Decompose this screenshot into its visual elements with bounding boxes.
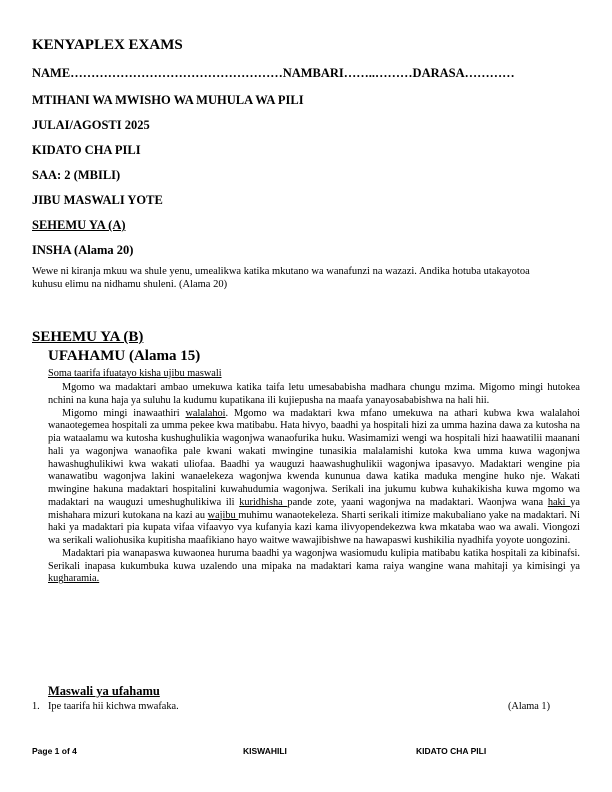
exam-instruction: JIBU MASWALI YOTE	[32, 193, 163, 207]
passage-paragraph-2	[48, 408, 580, 548]
p2-text-d: ya mishahara mizuri kutokana na kazi au	[48, 496, 580, 521]
question-marks: (Alama 1)	[507, 701, 550, 712]
p3-underlined-kugharamia: kugharamia.	[48, 573, 100, 585]
p3-text-a: Madaktari pia wanapaswa kuwaonea huruma baadhi ya wagonjwa wasiomudu kulipia matibabu katika hospitali za kibinafsi. Serikali inapasa kukumbuka kuwa uzalendo una mipaka na madaktari kama raiya wangine wana mahitaji ya kimisingi ya	[48, 547, 580, 572]
footer-page-number: Page 1 of 4	[32, 746, 77, 756]
section-a-subtitle: INSHA (Alama 20)	[32, 243, 134, 257]
question-number: 1.	[32, 701, 40, 712]
section-a-title: SEHEMU YA (A)	[32, 218, 126, 232]
passage-instruction: Soma taarifa ifuatayo kisha ujibu maswali	[48, 368, 222, 379]
org-title: KENYAPLEX EXAMS	[32, 37, 183, 53]
question-text: Ipe taarifa hii kichwa mwafaka.	[48, 701, 179, 712]
p2-underlined-wajibu: wajibu	[207, 509, 239, 521]
p2-text-b: . Mgomo wa madaktari kwa mfano umekuwa na athari kubwa kwa walalahoi wanaotegemea hospitali za umma pekee kwa matibabu. Hata hivyo, baadhi ya hospitali hizi za umma hazina dawa za kutosha na pia wataalamu wa kutosha kushughulikia wagonjwa wanaofurika huku. Wasimamizi wengi wa hospitali hizi haawatilii maanani hali ya wagonjwa wanaofika pale kwani wakati mwingine tunasikia malalamishi kutoka kwa umma kuwa wagonjwa hawashughulikiwi kwa wakati uliofaa. Baadhi ya wauguzi haawashughulikii wagonjwa ipasavyo. Madaktari wengine pia wanawatibu wagonjwa lakini wanaelekeza wagonjwa kwenda kununua dawa katika maduka mengine huko nje. Wakati mwingine hakuna madaktari hospitalini kuwahudumia wagonjwa. Serikali ina jukumu kubwa kuhakikisha kuwa mgomo wa madaktari na wauguzi umeshughulikiwa ili	[48, 407, 580, 508]
p2-underlined-walalahoi: walalahoi	[185, 407, 226, 419]
p2-text-e: muhimu wanaotekeleza. Sharti serikali itimize makubaliano yake na madaktari. Ni haki ya madaktari pia kupata vifaa vifaavyo vya kufanyia kazi kama ilivyopendekezwa kwa mkataba wao wa awali. Viongozi wa serikali waliohusika kupitisha maafikiano hayo waitwe wawajibishwe na hawapaswi kushikilia nyadhifa yoyote uongozini.	[48, 509, 580, 546]
student-details-line: NAME……………………………………………NAMBARI……..………DARASA…………	[32, 66, 515, 80]
footer-form: KIDATO CHA PILI	[416, 746, 487, 756]
passage-paragraph-3	[48, 548, 580, 586]
passage-paragraph-1: Mgomo wa madaktari ambao umekuwa katika taifa letu umesababisha madhara chungu mzima. Migomo mingi hutokea nchini na kuna haja ya suluhu la kudumu kupatikana ili kujiepusha na maafa yanayosababishwa na hali hii.	[48, 382, 580, 406]
form-level: KIDATO CHA PILI	[32, 143, 141, 157]
p2-text-c: pande zote, yaani wagonjwa na madaktari. Waonjwa wana	[287, 496, 548, 508]
section-b-subtitle: UFAHAMU (Alama 15)	[48, 348, 201, 364]
questions-title: Maswali ya ufahamu	[48, 684, 160, 698]
p2-text-a: Migomo mingi inawaathiri	[62, 407, 186, 419]
comprehension-passage	[48, 382, 580, 586]
p2-underlined-kuridhisha: kuridhisha	[239, 496, 288, 508]
section-a-prompt: Wewe ni kiranja mkuu wa shule yenu, umealikwa katika mkutano wa wanafunzi na wazazi. Andika hotuba utakayotoa kuhusu elimu na nidhamu shuleni. (Alama 20)	[32, 266, 530, 290]
exam-title: MTIHANI WA MWISHO WA MUHULA WA PILI	[32, 93, 304, 107]
footer-subject: KISWAHILI	[243, 746, 287, 756]
p2-underlined-haki: haki	[547, 496, 571, 508]
exam-duration: SAA: 2 (MBILI)	[32, 168, 121, 182]
section-b-title: SEHEMU YA (B)	[32, 329, 144, 345]
exam-date: JULAI/AGOSTI 2025	[32, 118, 150, 132]
